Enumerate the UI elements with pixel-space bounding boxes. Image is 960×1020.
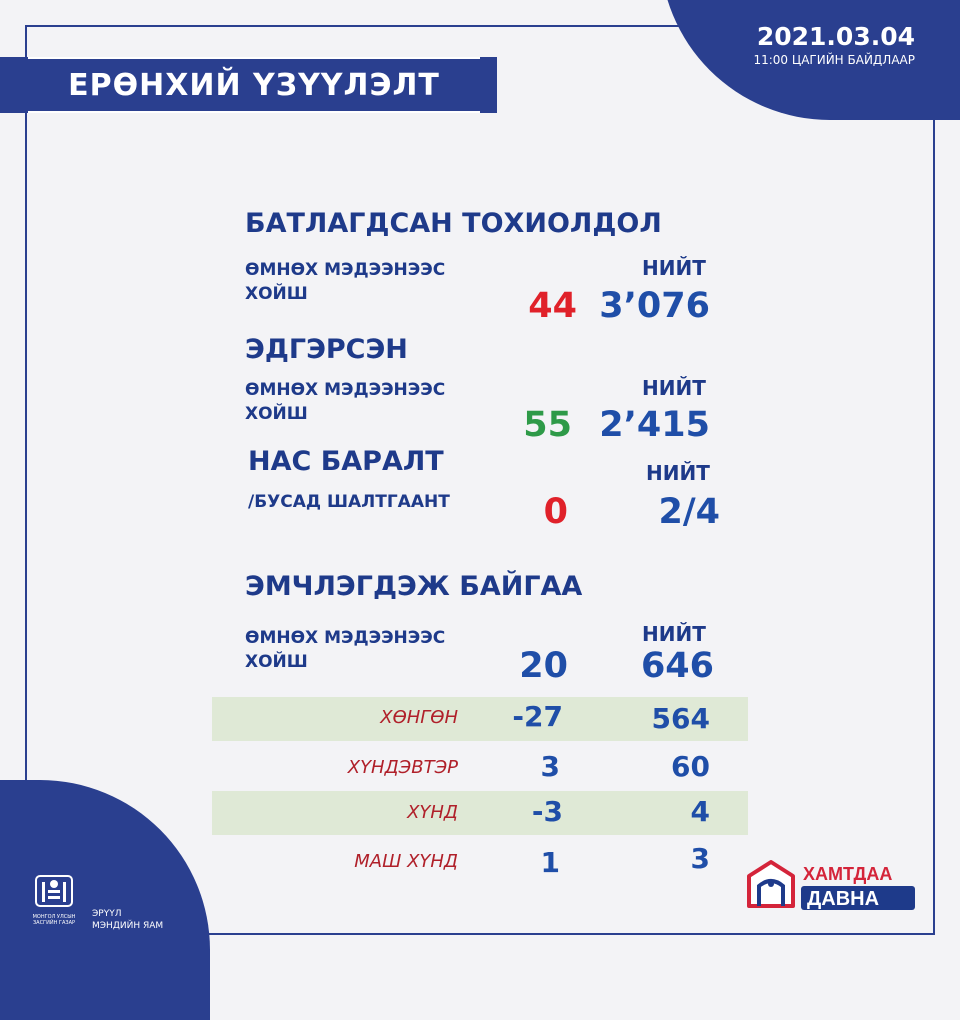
treatment-total-value: 646	[640, 646, 714, 686]
recovered-total-value: 2’415	[599, 405, 710, 445]
ministry-name-line2: МЭНДИЙН ЯАМ	[92, 921, 164, 931]
deaths-title: НАС БАРАЛТ	[248, 446, 444, 477]
treatment-title: ЭМЧЛЭГДЭЖ БАЙГАА	[245, 571, 583, 602]
confirmed-total-value: 3’076	[599, 286, 710, 326]
government-text	[26, 914, 82, 926]
government-text-line1: МОНГОЛ УЛСЫН	[32, 914, 76, 920]
deaths-new-value: 0	[543, 492, 568, 532]
treatment-new-value: 20	[519, 646, 568, 686]
severity-total: 60	[671, 750, 710, 783]
severity-change: 3	[540, 750, 560, 783]
severity-label: ХҮНД	[407, 802, 458, 823]
soyombo-emblem-icon	[34, 874, 74, 908]
treatment-total-label: НИЙТ	[642, 622, 706, 646]
severity-label: МАШ ХҮНД	[354, 851, 458, 872]
ministry-name	[92, 908, 163, 932]
recovered-since-label	[245, 378, 445, 426]
confirmed-title: БАТЛАГДСАН ТОХИОЛДОЛ	[245, 208, 662, 239]
confirmed-new-value: 44	[528, 286, 577, 326]
confirmed-since-line2: ХОЙШ	[245, 284, 308, 304]
severity-change: -3	[531, 795, 563, 828]
title-banner	[0, 57, 497, 113]
logo-line2: ДАВНА	[807, 888, 880, 910]
severity-total: 4	[690, 795, 710, 828]
recovered-since-line1: ӨМНӨХ МЭДЭЭНЭЭС	[245, 380, 446, 400]
government-text-line2: ЗАСГИЙН ГАЗАР	[32, 920, 76, 926]
deaths-total-value: 2/4	[658, 492, 720, 532]
confirmed-since-line1: ӨМНӨХ МЭДЭЭНЭЭС	[245, 260, 446, 280]
report-date: 2021.03.04	[756, 22, 915, 51]
treatment-since-label	[245, 626, 445, 674]
severity-label: ХҮНДЭВТЭР	[347, 757, 458, 778]
report-date-block	[753, 22, 915, 67]
recovered-since-line2: ХОЙШ	[245, 404, 308, 424]
hamtdaa-davna-logo	[745, 856, 917, 914]
severity-label: ХӨНГӨН	[380, 707, 458, 728]
treatment-since-line2: ХОЙШ	[245, 652, 308, 672]
title-banner-inner	[28, 57, 480, 113]
severity-change: 1	[540, 846, 560, 879]
recovered-new-value: 55	[523, 405, 572, 445]
deaths-sub-label: /БУСАД ШАЛТГААНТ	[248, 492, 450, 512]
report-time-note: 11:00 ЦАГИЙН БАЙДЛААР	[753, 53, 915, 67]
recovered-total-label: НИЙТ	[642, 376, 706, 400]
logo-line1: ХАМТДАА	[803, 864, 893, 884]
recovered-title: ЭДГЭРСЭН	[245, 334, 408, 365]
ministry-name-line1: ЭРҮҮЛ	[92, 909, 122, 919]
page-title: ЕРӨНХИЙ ҮЗҮҮЛЭЛТ	[68, 67, 440, 103]
treatment-since-line1: ӨМНӨХ МЭДЭЭНЭЭС	[245, 628, 446, 648]
severity-total: 564	[651, 702, 710, 735]
deaths-total-label: НИЙТ	[646, 461, 710, 485]
confirmed-since-label	[245, 258, 445, 306]
severity-total: 3	[690, 842, 710, 875]
government-emblem	[26, 874, 82, 926]
severity-change: -27	[512, 700, 563, 733]
confirmed-total-label: НИЙТ	[642, 256, 706, 280]
